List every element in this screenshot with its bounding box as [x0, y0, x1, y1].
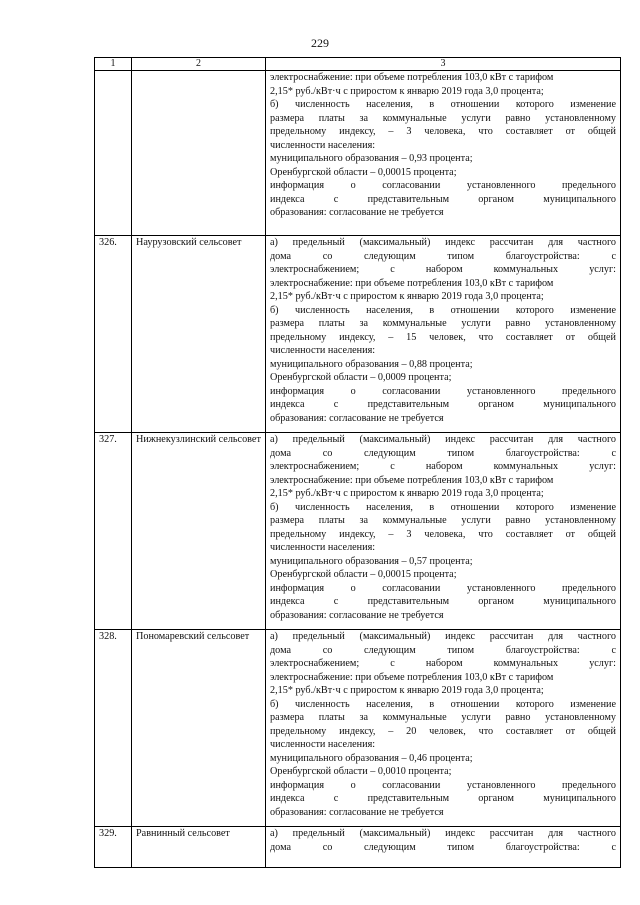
text-line: б) численность населения, в отношении которого изменение — [270, 304, 616, 316]
text-line: электроснабжение: при объеме потребления 103,0 кВт с тарифом — [270, 277, 554, 289]
text-line: размера платы за коммунальные услуги равно установленному — [270, 712, 616, 723]
text-line: 2,15* руб./кВт·ч с приростом к январю 2019 года 3,0 процента; — [270, 685, 544, 696]
row-description — [266, 236, 621, 433]
row-number: 329. — [95, 827, 132, 868]
text-line: индекса с представительным органом муниципального — [270, 596, 616, 607]
settlement-name: Пономаревский сельсовет — [132, 630, 266, 827]
text-line: информация о согласовании установленного предельного — [270, 180, 616, 191]
text-line: муниципального образования – 0,88 процента; — [270, 358, 473, 370]
text-line: б) численность населения, в отношении которого изменение — [270, 501, 616, 513]
row-number: 327. — [95, 433, 132, 630]
text-line: дома со следующим типом благоустройства: с — [270, 644, 616, 656]
text-line: Оренбургской области – 0,0009 процента; — [270, 372, 452, 383]
text-line: дома со следующим типом благоустройства: с — [270, 841, 616, 853]
table-row — [95, 71, 621, 236]
header-col-1: 1 — [95, 58, 132, 71]
table-row — [95, 433, 621, 630]
text-line: информация о согласовании установленного предельного — [270, 385, 616, 397]
row-description — [266, 71, 621, 236]
text-line: электроснабжение: при объеме потребления 103,0 кВт с тарифом — [270, 474, 554, 486]
text-line: электроснабжением; с набором коммунальных услуг: — [270, 658, 616, 669]
table-row — [95, 236, 621, 433]
settlement-name: Равнинный сельсовет — [132, 827, 266, 868]
settlement-name: Нижнекузлинский сельсовет — [132, 433, 266, 630]
text-line: индекса с представительным органом муниципального — [270, 399, 616, 410]
text-line: муниципального образования – 0,46 процента; — [270, 752, 473, 764]
text-line: индекса с представительным органом муниципального — [270, 793, 616, 804]
table-row — [95, 827, 621, 868]
text-line: образования: согласование не требуется — [270, 207, 444, 218]
text-line: б) численность населения, в отношении которого изменение — [270, 99, 616, 110]
text-line: образования: согласование не требуется — [270, 412, 444, 424]
text-line: размера платы за коммунальные услуги равно установленному — [270, 318, 616, 329]
text-line: Оренбургской области – 0,0010 процента; — [270, 766, 452, 777]
row-number: 328. — [95, 630, 132, 827]
text-line: предельному индексу, – 15 человек, что составляет от общей — [270, 331, 616, 343]
text-line: информация о согласовании установленного предельного — [270, 779, 616, 791]
text-line: 2,15* руб./кВт·ч с приростом к январю 2019 года 3,0 процента; — [270, 488, 544, 499]
header-col-3: 3 — [266, 58, 621, 71]
text-line: предельному индексу, – 3 человека, что составляет от общей — [270, 528, 616, 540]
text-line: дома со следующим типом благоустройства: с — [270, 250, 616, 262]
row-number: 326. — [95, 236, 132, 433]
table-header-row — [95, 58, 621, 71]
text-line: численности населения: — [270, 542, 376, 553]
text-line: электроснабжение: при объеме потребления 103,0 кВт с тарифом — [270, 72, 554, 83]
table-row — [95, 630, 621, 827]
text-line: муниципального образования – 0,93 процента; — [270, 153, 473, 164]
text-line: численности населения: — [270, 345, 376, 356]
text-line: численности населения: — [270, 139, 376, 151]
page-number: 229 — [311, 36, 329, 50]
text-line: образования: согласование не требуется — [270, 806, 444, 818]
text-line: б) численность населения, в отношении которого изменение — [270, 698, 616, 710]
row-description — [266, 433, 621, 630]
text-line: численности населения: — [270, 739, 376, 750]
text-line: Оренбургской области – 0,00015 процента; — [270, 166, 457, 178]
row-description — [266, 827, 621, 868]
row-description — [266, 630, 621, 827]
header-col-2: 2 — [132, 58, 266, 71]
text-line: 2,15* руб./кВт·ч с приростом к январю 2019 года 3,0 процента; — [270, 85, 544, 97]
settlement-name — [132, 71, 266, 236]
tariff-table — [94, 57, 621, 868]
text-line: размера платы за коммунальные услуги равно установленному — [270, 112, 616, 124]
text-line: а) предельный (максимальный) индекс рассчитан для частного — [270, 828, 616, 839]
text-line: электроснабжение: при объеме потребления 103,0 кВт с тарифом — [270, 671, 554, 683]
text-line: электроснабжением; с набором коммунальных услуг: — [270, 264, 616, 275]
text-line: размера платы за коммунальные услуги равно установленному — [270, 515, 616, 526]
settlement-name: Наурузовский сельсовет — [132, 236, 266, 433]
text-line: а) предельный (максимальный) индекс рассчитан для частного — [270, 237, 616, 248]
text-line: а) предельный (максимальный) индекс рассчитан для частного — [270, 434, 616, 445]
text-line: индекса с представительным органом муниципального — [270, 193, 616, 205]
text-line: а) предельный (максимальный) индекс рассчитан для частного — [270, 631, 616, 642]
text-line: информация о согласовании установленного предельного — [270, 582, 616, 594]
text-line: предельному индексу, – 3 человека, что составляет от общей — [270, 126, 616, 137]
text-line: 2,15* руб./кВт·ч с приростом к январю 2019 года 3,0 процента; — [270, 291, 544, 302]
text-line: образования: согласование не требуется — [270, 609, 444, 621]
text-line: предельному индексу, – 20 человек, что составляет от общей — [270, 725, 616, 737]
row-number — [95, 71, 132, 236]
text-line: электроснабжением; с набором коммунальных услуг: — [270, 461, 616, 472]
text-line: муниципального образования – 0,57 процента; — [270, 555, 473, 567]
text-line: дома со следующим типом благоустройства: с — [270, 447, 616, 459]
text-line: Оренбургской области – 0,00015 процента; — [270, 569, 457, 580]
